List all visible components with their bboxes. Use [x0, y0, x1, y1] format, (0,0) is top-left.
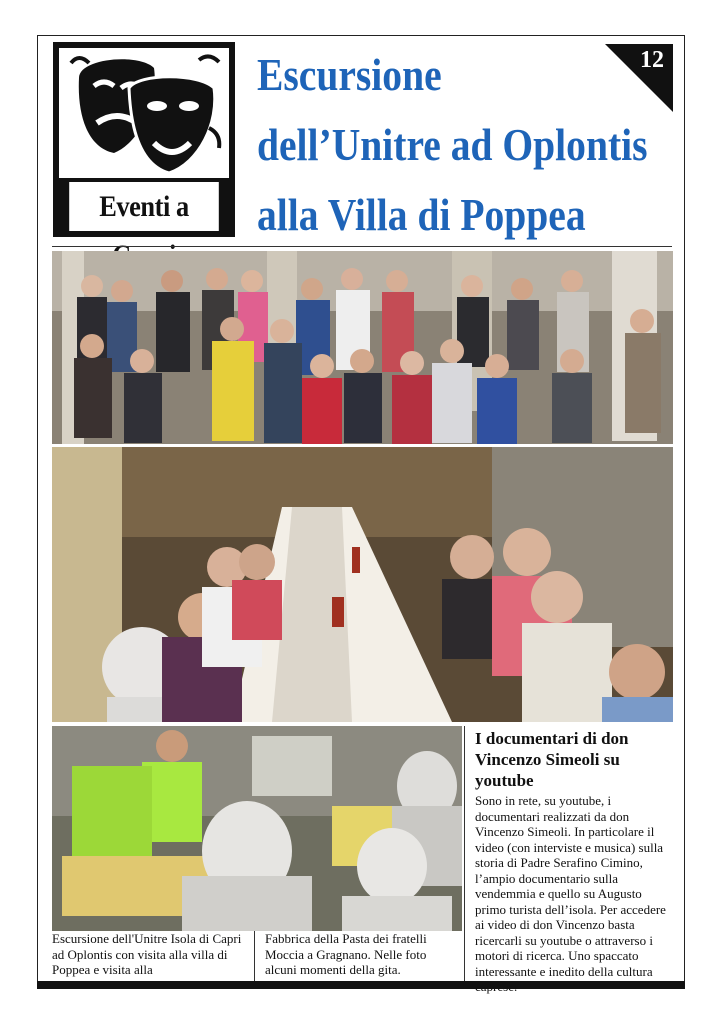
- pasta-factory-photo: [52, 726, 462, 931]
- headline-line-1: Escursione: [257, 49, 442, 100]
- theatre-masks-icon: [59, 48, 229, 178]
- sidebar-divider: [464, 726, 465, 981]
- caption-left: Escursione dell'Unitre Isola di Capri ad Oplontis con visita alla villa di Poppea e visita alla: [52, 931, 242, 977]
- logo-label: Eventi a: [69, 182, 219, 231]
- headline-line-3: alla Villa di Poppea: [257, 189, 586, 240]
- eventi-a-capri-logo: [53, 42, 235, 237]
- page-number: 12: [640, 47, 664, 73]
- article-headline: [257, 40, 648, 250]
- caption-middle: Fabbrica della Pasta dei fratelli Moccia a Gragnano. Nelle foto alcuni momenti della gita.: [265, 931, 427, 977]
- sidebar-body: Sono in rete, su youtube, i documentari realizzati da don Vincenzo Simeoli. In particolare il video (con interviste e musica) sulla storia di Padre Serafino Cimino, l’ampio documentario sulla vendemmia e quello su Augusto primo turista dell’isola. Per accedere ai video di don Vincenzo basta ricercarli su youtube o attraverso i motori di ricerca. Uno spaccato interessante e inedito della cultura: [475, 793, 666, 979]
- headline-line-2: dell’Unitre ad Oplontis: [257, 119, 648, 170]
- caption-divider: [254, 931, 255, 981]
- header-rule: [52, 246, 672, 247]
- lunch-table-photo: [52, 447, 673, 722]
- sidebar-article: [475, 728, 675, 995]
- group-photo: [52, 251, 673, 444]
- footer-bar: [37, 981, 685, 989]
- sidebar-title: I documentari di don Vincenzo Simeoli su youtube: [475, 729, 629, 790]
